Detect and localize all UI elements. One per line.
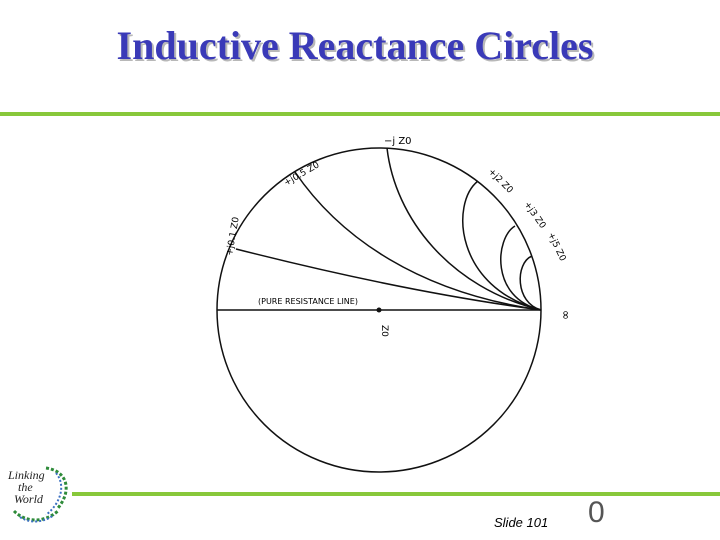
logo-text-linking: Linking	[8, 468, 45, 482]
j01-label: +j0.1 Z0	[225, 216, 242, 257]
linking-the-world-logo	[6, 463, 72, 525]
center-point	[377, 308, 382, 313]
j5-label: +j5 Z0	[545, 231, 568, 263]
minus-jz0-label: −j Z0	[384, 136, 412, 147]
infinity-label: ∞	[559, 310, 573, 320]
j3-label: +j3 Z0	[521, 199, 548, 231]
z0-center-label: Z0	[379, 325, 389, 337]
logo-text-the: the	[18, 480, 33, 494]
j2-label: +j2 Z0	[485, 167, 515, 196]
j05-label: +j0.5 Z0	[282, 160, 322, 189]
slide-title: Inductive Reactance Circles	[116, 23, 594, 68]
bottom-divider	[72, 492, 720, 496]
slide-label: Slide 101	[494, 515, 549, 530]
slide-number: 0	[588, 496, 605, 529]
pure-resistance-label: (PURE RESISTANCE LINE)	[258, 297, 358, 306]
logo-text-world: World	[14, 492, 43, 506]
smith-chart-diagram	[200, 128, 580, 488]
top-divider	[0, 112, 720, 116]
